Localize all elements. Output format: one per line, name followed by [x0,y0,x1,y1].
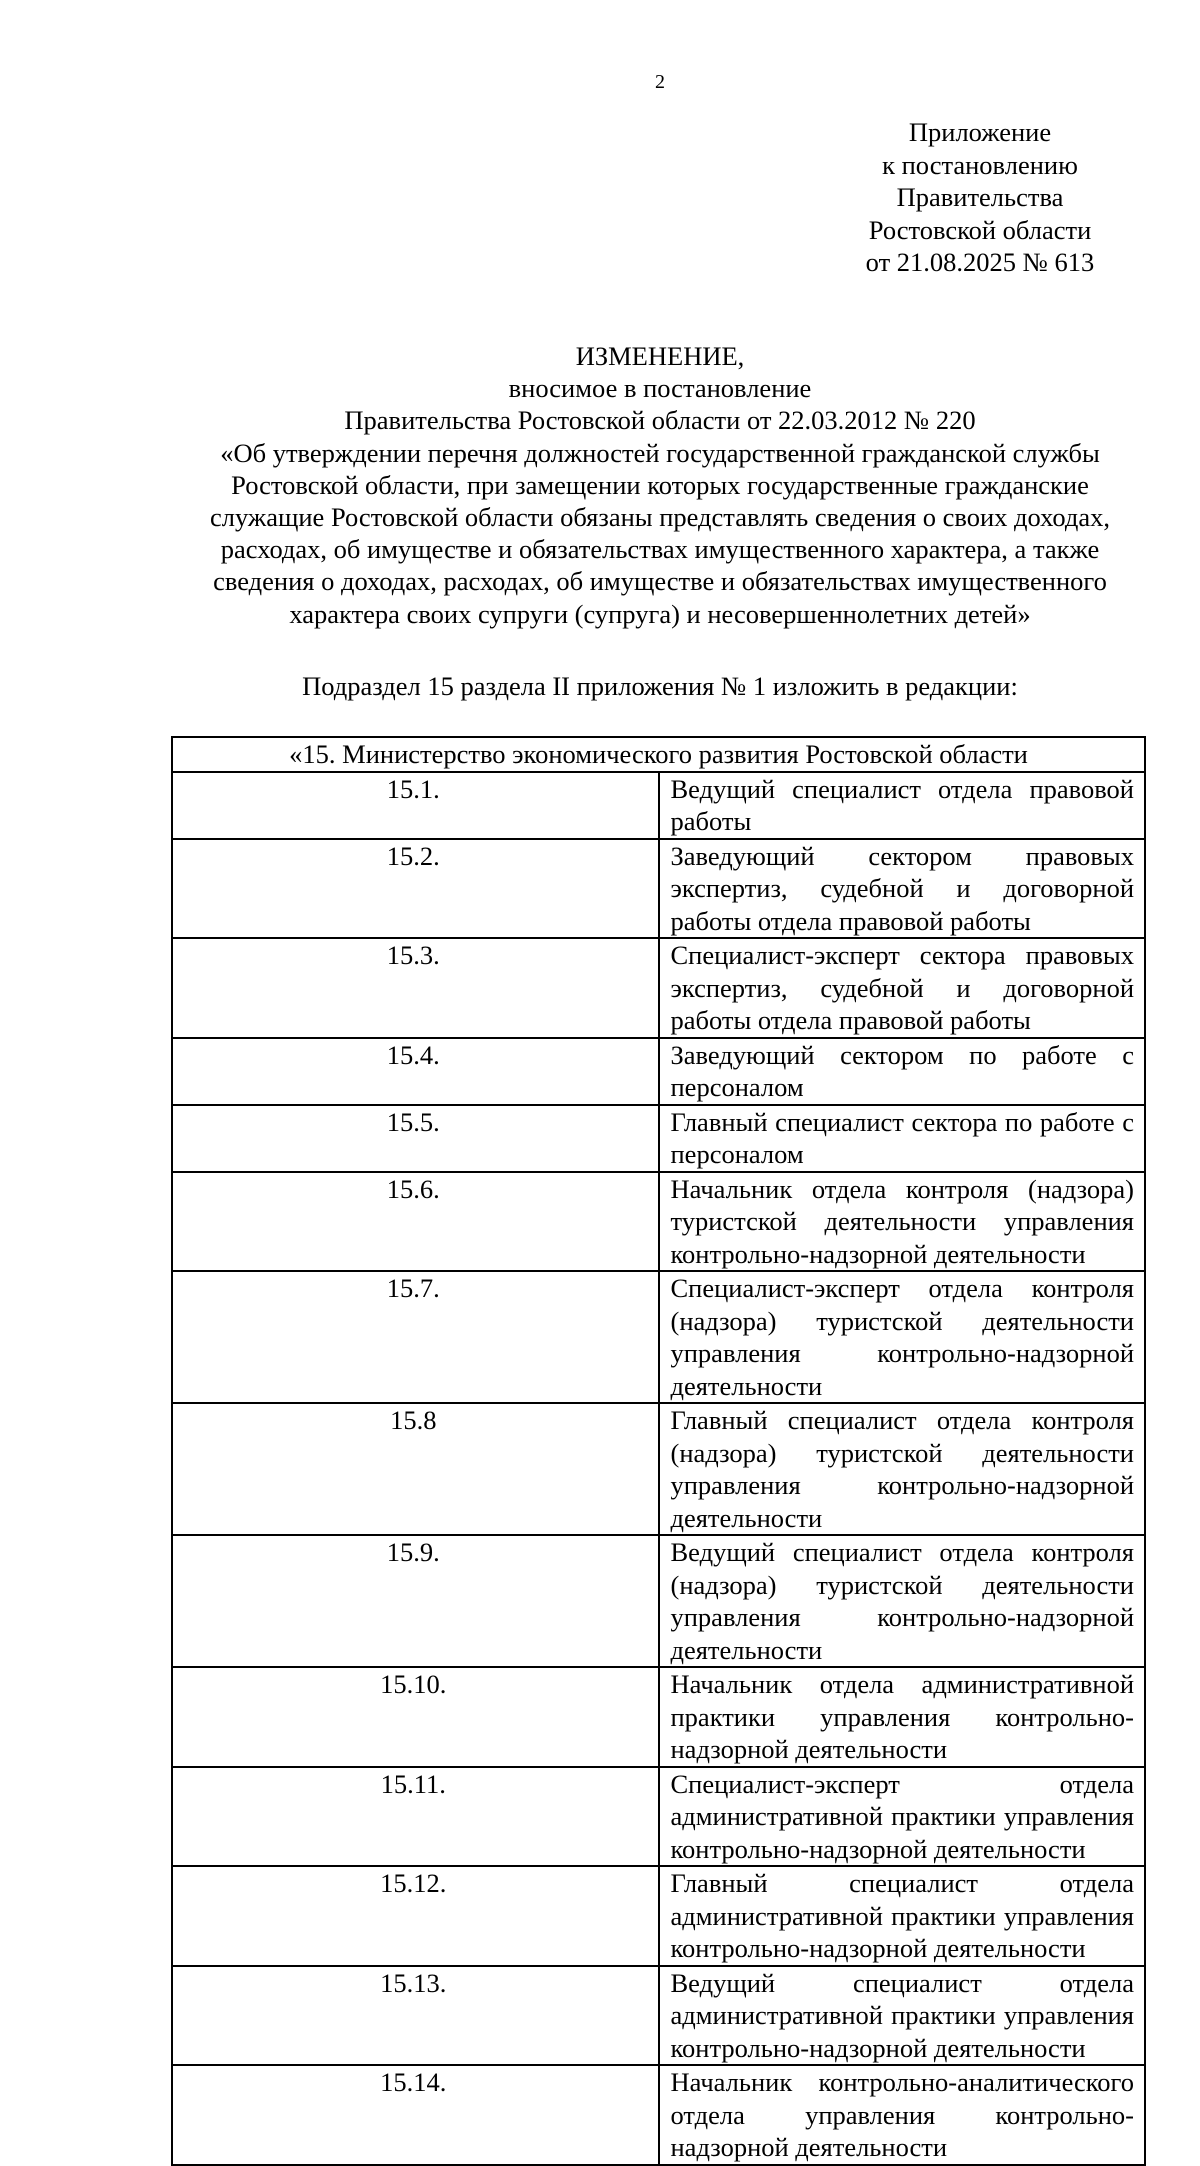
page-number: 2 [655,71,665,93]
row-position: Специалист-эксперт отдела контроля (надзора) туристской деятельности управления контрольно-надзорной деятельности [659,1271,1146,1403]
table-row [172,839,1145,939]
appendix-line: Приложение [908,117,1052,147]
appendix-block [820,116,1140,279]
positions-table [171,736,1146,2166]
row-number: 15.7. [172,1271,659,1403]
row-number: 15.14. [172,2065,659,2165]
row-position: Главный специалист отдела административной практики управления контрольно-надзорной деятельности [659,1866,1146,1966]
table-row [172,1038,1145,1105]
row-position: Главный специалист сектора по работе с персоналом [659,1105,1146,1172]
title-line: служащие Ростовской области обязаны представлять сведения о своих доходах, [210,502,1110,533]
title-line: вносимое в постановление [508,373,812,404]
table-row [172,1403,1145,1535]
row-position: Специалист-эксперт сектора правовых экспертиз, судебной и договорной работы отдела правовой работы [659,938,1146,1038]
table-row [172,1966,1145,2066]
appendix-line: Ростовской области [868,214,1092,245]
table-row [172,2065,1145,2165]
instruction-text: Подраздел 15 раздела II приложения № 1 изложить в редакции: [302,671,1018,701]
title-line: характера своих супруги (супруга) и несовершеннолетних детей» [289,598,1031,629]
row-number: 15.2. [172,839,659,939]
table-row [172,1271,1145,1403]
row-number: 15.12. [172,1866,659,1966]
row-number: 15.1. [172,772,659,839]
row-number: 15.3. [172,938,659,1038]
table-row [172,772,1145,839]
row-position: Начальник контрольно-аналитического отдела управления контрольно-надзорной деятельности [659,2065,1146,2165]
title-line: «Об утверждении перечня должностей государственной гражданской службы [220,437,1100,468]
row-number: 15.6. [172,1172,659,1272]
table-row [172,1767,1145,1867]
row-position: Главный специалист отдела контроля (надзора) туристской деятельности управления контрольно-надзорной деятельности [659,1403,1146,1535]
row-position: Ведущий специалист отдела контроля (надзора) туристской деятельности управления контрольно-надзорной деятельности [659,1535,1146,1667]
table-header-row [172,737,1145,772]
title-line: сведения о доходах, расходах, об имуществе и обязательствах имущественного [213,566,1107,597]
title-heading: ИЗМЕНЕНИЕ, [575,341,745,371]
table-row [172,1172,1145,1272]
row-position: Ведущий специалист отдела правовой работы [659,772,1146,839]
row-position: Специалист-эксперт отдела административной практики управления контрольно-надзорной деятельности [659,1767,1146,1867]
table-row [172,1105,1145,1172]
document-title [150,340,1170,630]
row-number: 15.4. [172,1038,659,1105]
title-line: Ростовской области, при замещении которых государственные гражданские [231,469,1089,500]
appendix-line: от 21.08.2025 № 613 [865,247,1095,277]
table-row [172,1535,1145,1667]
row-position: Начальник отдела административной практики управления контрольно-надзорной деятельности [659,1667,1146,1767]
row-number: 15.13. [172,1966,659,2066]
row-position: Ведущий специалист отдела административной практики управления контрольно-надзорной деятельности [659,1966,1146,2066]
appendix-line: к постановлению [882,149,1078,180]
table-row [172,938,1145,1038]
title-line: расходах, об имуществе и обязательствах имущественного характера, а также [220,534,1100,565]
table-row [172,1667,1145,1767]
row-number: 15.11. [172,1767,659,1867]
row-position: Заведующий сектором правовых экспертиз, судебной и договорной работы отдела правовой работы [659,839,1146,939]
table-header: «15. Министерство экономического развития Ростовской области [172,737,1145,772]
row-number: 15.8 [172,1403,659,1535]
table-row [172,1866,1145,1966]
row-number: 15.5. [172,1105,659,1172]
row-number: 15.10. [172,1667,659,1767]
row-number: 15.9. [172,1535,659,1667]
title-line: Правительства Ростовской области от 22.03.2012 № 220 [344,405,976,436]
row-position: Заведующий сектором по работе с персоналом [659,1038,1146,1105]
row-position: Начальник отдела контроля (надзора) туристской деятельности управления контрольно-надзорной деятельности [659,1172,1146,1272]
appendix-line: Правительства [896,182,1064,212]
